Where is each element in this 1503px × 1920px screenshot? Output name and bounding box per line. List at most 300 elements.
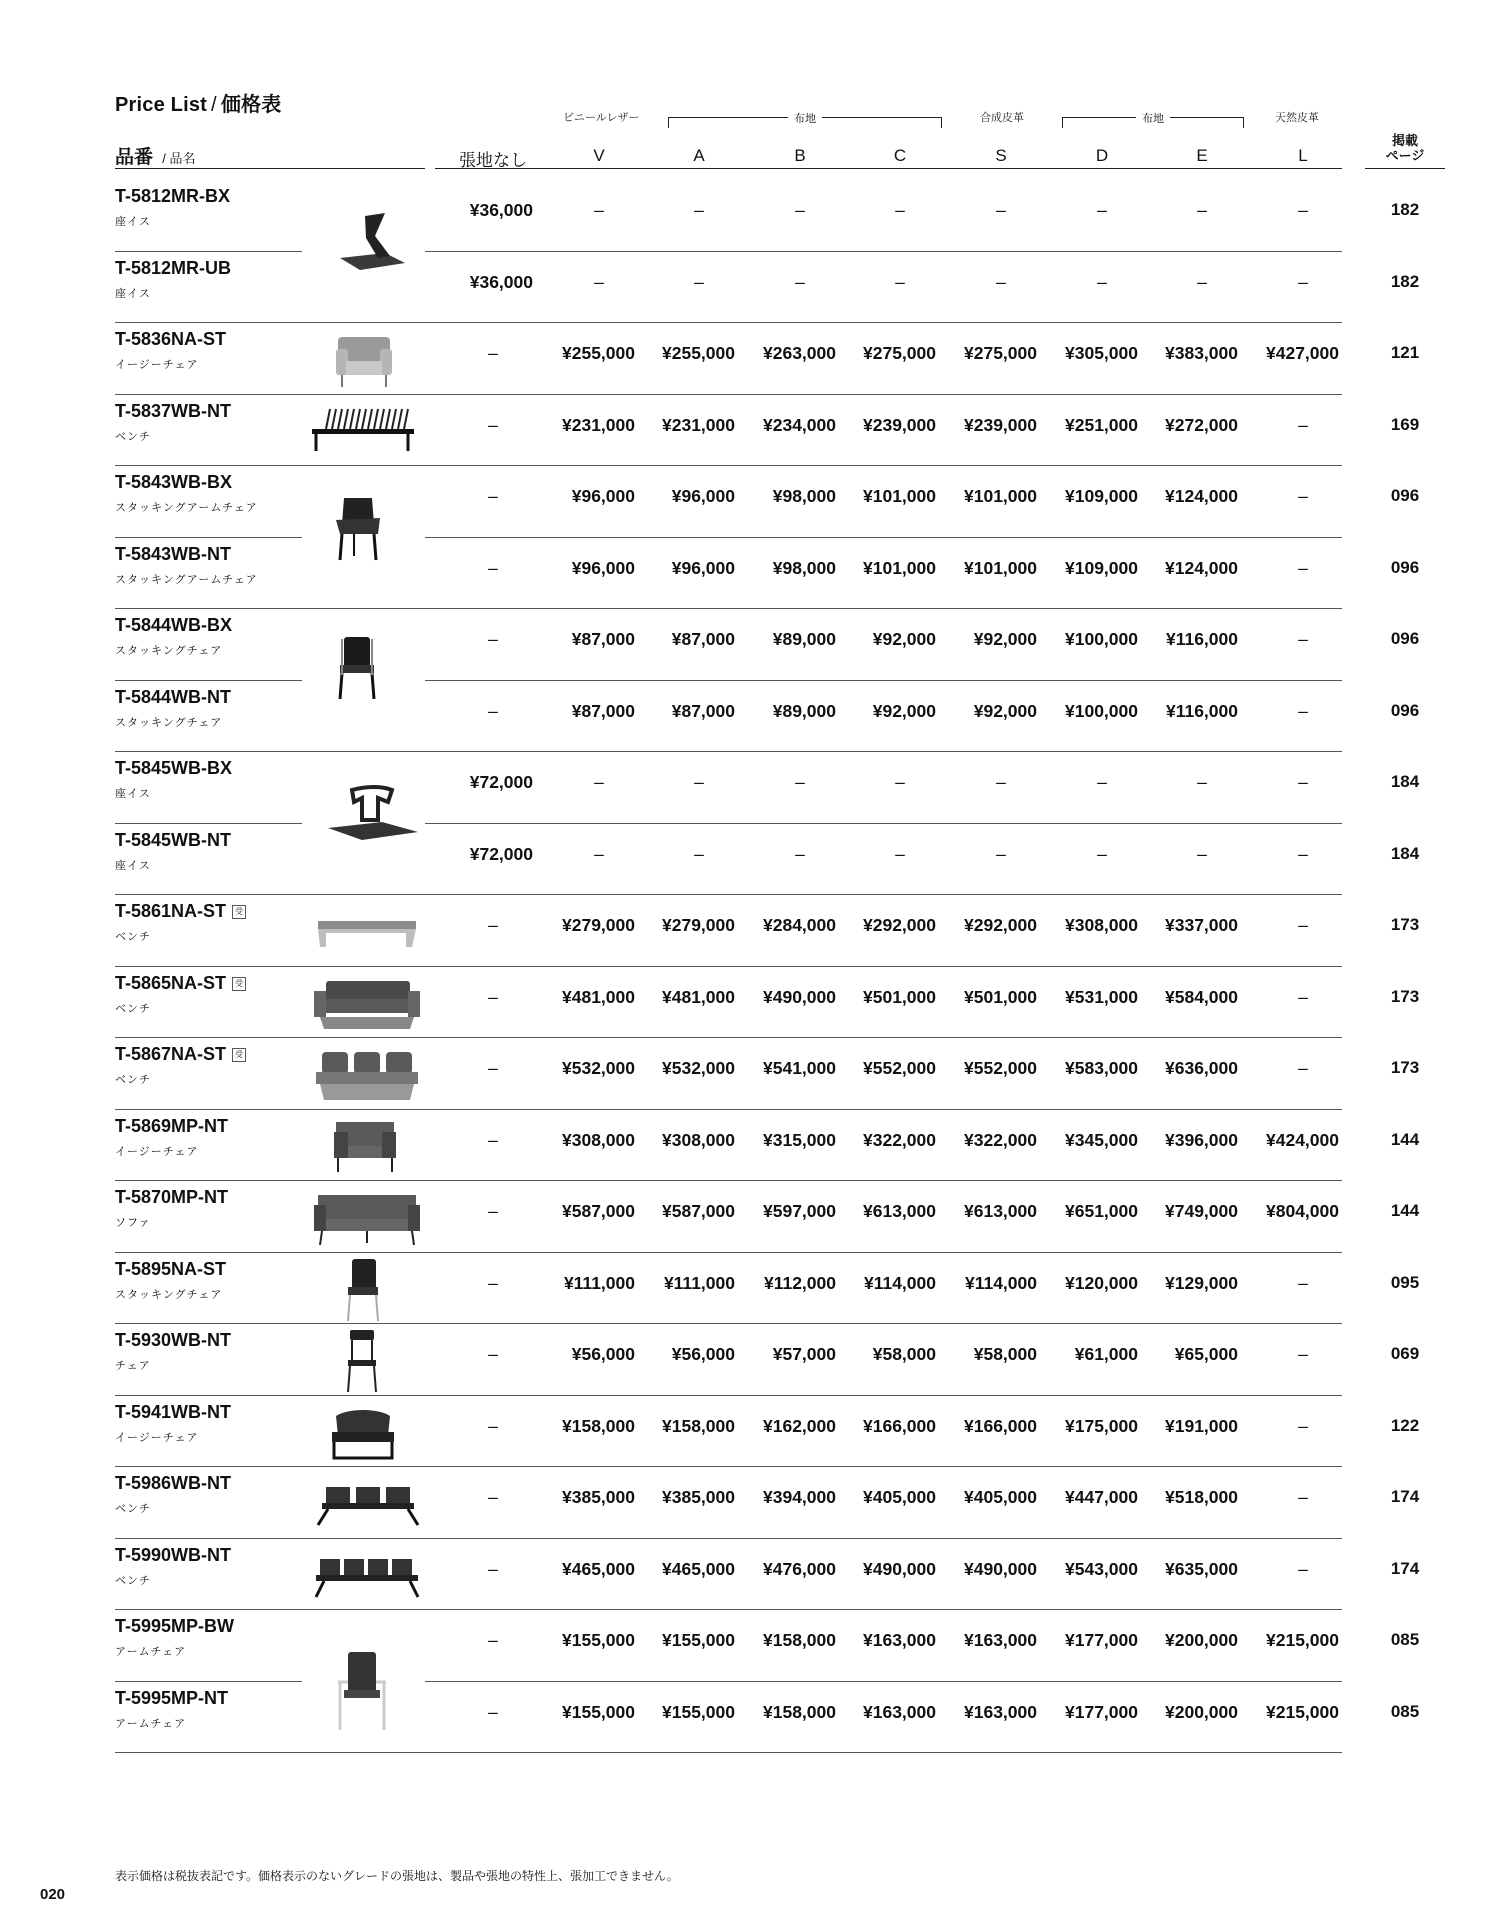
price-cell: –: [1197, 271, 1207, 292]
page-ref: 144: [1390, 1201, 1420, 1220]
price-cell: –: [488, 700, 498, 721]
made-to-order-badge: 受: [232, 905, 246, 919]
header-page: [1365, 133, 1445, 163]
price-cell: –: [1197, 200, 1207, 220]
price-cell: ¥124,000: [1165, 557, 1238, 578]
price-cell: ¥272,000: [1165, 414, 1238, 435]
price-cell: ¥239,000: [964, 414, 1037, 435]
price-cell: –: [1298, 1558, 1308, 1579]
footnote: 表示価格は税抜表記です。価格表示のないグレードの張地は、製品や張地の特性上、張加工できません。: [115, 1869, 679, 1883]
price-cell: ¥116,000: [1165, 629, 1238, 649]
model-number-text: T-5843WB-BX: [115, 472, 233, 492]
price-cell: –: [488, 1558, 498, 1579]
price-cell: ¥101,000: [964, 557, 1037, 578]
price-cell: ¥92,000: [872, 629, 936, 649]
product-name: アームチェア: [115, 1646, 187, 1658]
header-col-s: S: [995, 146, 1007, 165]
price-cell: ¥58,000: [872, 1344, 936, 1364]
row-divider: [425, 251, 1342, 252]
price-cell: ¥215,000: [1266, 1630, 1339, 1650]
price-cell: ¥163,000: [964, 1630, 1037, 1650]
model-number: [115, 973, 246, 994]
low-bench-icon: [312, 913, 422, 958]
price-cell: –: [1298, 1058, 1308, 1078]
price-cell: –: [895, 200, 905, 220]
price-cell: –: [594, 772, 604, 792]
price-cell: –: [795, 271, 805, 292]
page-ref: 182: [1390, 200, 1420, 219]
price-cell: ¥322,000: [964, 1129, 1037, 1150]
header-col-b: B: [794, 146, 806, 165]
price-cell: ¥96,000: [571, 486, 635, 506]
price-cell: ¥191,000: [1165, 1415, 1238, 1436]
price-cell: –: [694, 200, 704, 220]
easy-chair-icon: [332, 331, 396, 396]
price-cell: ¥177,000: [1065, 1701, 1138, 1722]
price-cell: ¥163,000: [863, 1701, 936, 1722]
page-ref: 121: [1390, 343, 1420, 362]
model-number: [115, 1545, 231, 1566]
price-cell: ¥651,000: [1065, 1201, 1138, 1221]
price-cell: ¥98,000: [772, 557, 836, 578]
price-cell: –: [488, 1630, 498, 1650]
price-cell: ¥481,000: [562, 986, 635, 1007]
price-cell: –: [488, 629, 498, 649]
price-cell: ¥158,000: [662, 1415, 735, 1436]
price-cell: ¥405,000: [964, 1487, 1037, 1507]
product-name: チェア: [115, 1360, 151, 1372]
row-divider: [425, 537, 1342, 538]
made-to-order-badge: 受: [232, 977, 246, 991]
price-cell: ¥531,000: [1065, 986, 1138, 1007]
price-cell: ¥305,000: [1065, 343, 1138, 363]
row-divider: [115, 1609, 1342, 1610]
price-cell: –: [488, 343, 498, 363]
row-divider: [115, 1538, 1342, 1539]
price-cell: –: [488, 915, 498, 935]
price-cell: –: [1298, 986, 1308, 1007]
page-ref: 069: [1390, 1344, 1420, 1363]
sofa-bench-icon: [312, 977, 422, 1038]
model-number: [115, 258, 231, 279]
price-cell: ¥109,000: [1065, 557, 1138, 578]
price-cell: ¥315,000: [763, 1129, 836, 1150]
row-divider: [115, 1109, 1342, 1110]
price-cell: ¥57,000: [772, 1344, 836, 1364]
page-ref: 095: [1390, 1272, 1420, 1292]
price-cell: –: [488, 1201, 498, 1221]
price-cell: ¥200,000: [1165, 1630, 1238, 1650]
model-number-text: T-5836NA-ST: [115, 329, 227, 349]
product-name: 座イス: [115, 287, 151, 300]
price-cell: ¥481,000: [662, 986, 735, 1007]
price-cell: ¥231,000: [562, 414, 635, 435]
beam-bench-4-icon: [312, 1553, 422, 1608]
price-cell: ¥36,000: [469, 271, 533, 292]
product-name: 座イス: [115, 216, 151, 228]
price-cell: ¥490,000: [964, 1558, 1037, 1579]
price-cell: –: [1298, 1344, 1308, 1364]
group-fabric1: 布地: [788, 110, 822, 126]
price-cell: –: [694, 271, 704, 292]
price-cell: –: [1298, 700, 1308, 721]
product-name: 座イス: [115, 788, 151, 800]
price-cell: –: [488, 486, 498, 506]
price-cell: ¥427,000: [1266, 343, 1339, 363]
page-ref: 096: [1390, 557, 1420, 577]
price-cell: ¥87,000: [571, 629, 635, 649]
price-cell: ¥61,000: [1074, 1344, 1138, 1364]
group-leather: 天然皮革: [1275, 112, 1319, 124]
price-cell: –: [1097, 200, 1107, 220]
price-cell: –: [488, 1129, 498, 1150]
header-model-label: 品番: [115, 147, 154, 168]
price-cell: –: [1298, 772, 1308, 792]
price-cell: ¥263,000: [763, 343, 836, 363]
row-divider: [115, 1323, 1342, 1324]
page-number: 020: [40, 1886, 66, 1903]
row-divider: [425, 680, 1342, 681]
model-number-text: T-5845WB-NT: [115, 829, 232, 850]
title-separator: /: [211, 94, 217, 116]
row-divider: [115, 537, 302, 538]
arm-bench-icon: [312, 1048, 422, 1109]
price-cell: –: [1197, 772, 1207, 792]
row-divider: [115, 465, 1342, 466]
price-cell: ¥129,000: [1165, 1272, 1238, 1293]
price-cell: –: [795, 843, 805, 864]
header-col-a: A: [693, 146, 705, 165]
price-cell: –: [1097, 843, 1107, 864]
page-ref: 096: [1390, 700, 1420, 720]
price-cell: –: [694, 772, 704, 792]
header-col-v: V: [593, 146, 605, 165]
price-cell: ¥292,000: [964, 915, 1037, 935]
price-cell: –: [488, 986, 498, 1007]
price-cell: ¥532,000: [562, 1058, 635, 1078]
slat-bench-icon: [308, 405, 418, 460]
model-number: [115, 615, 232, 636]
model-number-text: T-5845WB-BX: [115, 758, 233, 778]
price-cell: ¥65,000: [1174, 1344, 1238, 1364]
model-number-text: T-5990WB-NT: [115, 1544, 232, 1565]
row-divider: [425, 1681, 1342, 1682]
group-synthetic: 合成皮革: [980, 112, 1024, 124]
price-cell: ¥804,000: [1266, 1201, 1339, 1221]
price-cell: ¥175,000: [1065, 1415, 1138, 1436]
model-number: [115, 1116, 228, 1137]
model-number-text: T-5865NA-ST: [115, 972, 227, 993]
price-cell: ¥155,000: [662, 1630, 735, 1650]
row-divider: [115, 1395, 1342, 1396]
price-cell: –: [795, 772, 805, 792]
header-page-label-1: 掲載: [1391, 133, 1418, 148]
model-number-text: T-5844WB-BX: [115, 615, 233, 635]
model-number-text: T-5995MP-BW: [115, 1616, 235, 1636]
price-cell: –: [1298, 1415, 1308, 1436]
price-cell: –: [1197, 843, 1207, 864]
header-rule-page: [1365, 168, 1445, 169]
price-cell: –: [488, 1058, 498, 1078]
price-cell: ¥89,000: [772, 700, 836, 721]
row-divider: [425, 823, 1342, 824]
price-cell: –: [1097, 271, 1107, 292]
price-cell: ¥72,000: [469, 772, 533, 792]
price-cell: –: [895, 271, 905, 292]
price-cell: ¥587,000: [562, 1201, 635, 1221]
row-divider: [115, 1466, 1342, 1467]
header-separator: /: [162, 151, 166, 166]
price-cell: ¥490,000: [763, 986, 836, 1007]
price-cell: –: [996, 200, 1006, 220]
price-cell: ¥234,000: [763, 414, 836, 435]
group-fabric1-bracket: [668, 113, 942, 128]
stacking-armchair-icon: [330, 494, 386, 569]
row-divider: [115, 1252, 1342, 1253]
model-number: [115, 1473, 231, 1494]
price-cell: –: [1298, 557, 1308, 578]
model-number-text: T-5843WB-NT: [115, 543, 232, 564]
price-cell: ¥292,000: [863, 915, 936, 935]
model-number-text: T-5867NA-ST: [115, 1044, 227, 1064]
page-title: [115, 88, 281, 117]
price-cell: ¥72,000: [469, 843, 533, 864]
price-cell: ¥87,000: [671, 700, 735, 721]
price-cell: ¥518,000: [1165, 1487, 1238, 1507]
price-cell: –: [488, 1272, 498, 1293]
row-divider: [115, 394, 1342, 395]
price-cell: ¥96,000: [571, 557, 635, 578]
price-cell: ¥584,000: [1165, 986, 1238, 1007]
model-number-text: T-5812MR-UB: [115, 257, 232, 278]
header-rule-name: [115, 168, 425, 169]
group-fabric2: 布地: [1136, 110, 1170, 126]
price-cell: ¥96,000: [671, 557, 735, 578]
row-divider: [115, 608, 1342, 609]
beam-bench-3-icon: [312, 1481, 422, 1536]
price-cell: –: [694, 843, 704, 864]
upholstered-chair-icon: [338, 1257, 388, 1328]
price-cell: ¥114,000: [863, 1272, 936, 1293]
price-cell: ¥158,000: [562, 1415, 635, 1436]
model-number-text: T-5986WB-NT: [115, 1473, 232, 1493]
price-cell: ¥405,000: [863, 1487, 936, 1507]
price-cell: ¥215,000: [1266, 1701, 1339, 1722]
model-number: [115, 544, 231, 565]
page-ref: 174: [1390, 1487, 1420, 1506]
price-cell: ¥92,000: [973, 629, 1037, 649]
product-name: スタッキングアームチェア: [115, 502, 258, 514]
model-number-text: T-5930WB-NT: [115, 1330, 232, 1350]
row-divider: [115, 894, 1342, 895]
product-name: 座イス: [115, 859, 151, 872]
page-ref: 173: [1390, 915, 1420, 934]
price-cell: –: [895, 772, 905, 792]
price-cell: ¥255,000: [562, 343, 635, 363]
price-cell: ¥100,000: [1065, 700, 1138, 721]
price-cell: ¥98,000: [772, 486, 836, 506]
price-cell: ¥101,000: [863, 486, 936, 506]
price-cell: –: [895, 843, 905, 864]
price-cell: ¥345,000: [1065, 1129, 1138, 1150]
lounge-chair-icon: [328, 1406, 398, 1467]
price-cell: ¥109,000: [1065, 486, 1138, 506]
group-vinyl: ビニールレザー: [563, 112, 640, 124]
price-cell: –: [594, 843, 604, 864]
page-ref: 184: [1390, 772, 1420, 791]
price-cell: ¥177,000: [1065, 1630, 1138, 1650]
price-cell: ¥308,000: [662, 1129, 735, 1150]
product-name: イージーチェア: [115, 1145, 199, 1158]
price-cell: ¥162,000: [763, 1415, 836, 1436]
row-divider: [115, 251, 302, 252]
model-number: [115, 1259, 226, 1280]
header-col-l: L: [1298, 146, 1308, 165]
header-product-label: 品名: [169, 151, 196, 166]
model-number-text: T-5895NA-ST: [115, 1258, 227, 1279]
page-ref: 184: [1390, 843, 1420, 863]
price-cell: ¥124,000: [1165, 486, 1238, 506]
price-cell: ¥155,000: [562, 1701, 635, 1722]
page-ref: 085: [1390, 1630, 1420, 1649]
price-cell: ¥239,000: [863, 414, 936, 435]
row-divider: [115, 751, 1342, 752]
price-cell: ¥231,000: [662, 414, 735, 435]
price-cell: ¥58,000: [973, 1344, 1037, 1364]
price-cell: –: [488, 1344, 498, 1364]
price-cell: ¥279,000: [562, 915, 635, 935]
price-cell: ¥111,000: [563, 1272, 635, 1293]
price-cell: ¥56,000: [571, 1344, 635, 1364]
price-cell: ¥587,000: [662, 1201, 735, 1221]
chair-icon: [340, 1328, 384, 1399]
model-number-text: T-5941WB-NT: [115, 1401, 232, 1422]
price-cell: ¥120,000: [1065, 1272, 1138, 1293]
price-cell: ¥394,000: [763, 1487, 836, 1507]
price-cell: ¥424,000: [1266, 1129, 1339, 1150]
price-cell: ¥490,000: [863, 1558, 936, 1579]
product-name: ソファ: [115, 1217, 151, 1229]
price-cell: ¥501,000: [964, 986, 1037, 1007]
price-cell: ¥275,000: [863, 343, 936, 363]
model-number-text: T-5995MP-NT: [115, 1687, 229, 1708]
product-name: ベンチ: [115, 931, 151, 943]
price-cell: ¥284,000: [763, 915, 836, 935]
price-cell: ¥158,000: [763, 1701, 836, 1722]
page-ref: 182: [1390, 271, 1420, 291]
model-number-text: T-5812MR-BX: [115, 186, 231, 206]
row-divider: [115, 1037, 1342, 1038]
price-cell: ¥636,000: [1165, 1058, 1238, 1078]
price-cell: –: [1298, 414, 1308, 435]
page-ref: 096: [1390, 629, 1420, 648]
model-number: [115, 1402, 231, 1423]
model-number: [115, 329, 226, 350]
price-cell: –: [594, 271, 604, 292]
price-cell: ¥532,000: [662, 1058, 735, 1078]
model-number: [115, 401, 231, 422]
price-cell: ¥385,000: [562, 1487, 635, 1507]
price-cell: ¥87,000: [671, 629, 735, 649]
price-cell: ¥613,000: [863, 1201, 936, 1221]
price-cell: ¥308,000: [562, 1129, 635, 1150]
price-cell: ¥163,000: [863, 1630, 936, 1650]
product-name: ベンチ: [115, 1574, 151, 1587]
price-cell: ¥89,000: [772, 629, 836, 649]
price-cell: ¥541,000: [763, 1058, 836, 1078]
price-cell: –: [488, 1415, 498, 1436]
price-cell: –: [1298, 843, 1308, 864]
price-cell: ¥543,000: [1065, 1558, 1138, 1579]
price-cell: ¥155,000: [562, 1630, 635, 1650]
price-cell: ¥308,000: [1065, 915, 1138, 935]
price-cell: –: [1298, 1487, 1308, 1507]
floor-armchair-icon: [322, 784, 422, 849]
price-cell: ¥613,000: [964, 1201, 1037, 1221]
price-cell: –: [594, 200, 604, 220]
product-name: イージーチェア: [115, 359, 199, 371]
product-name: スタッキングチェア: [115, 645, 223, 657]
sofa-icon: [312, 1191, 422, 1252]
product-name: スタッキングチェア: [115, 716, 223, 729]
product-name: スタッキングチェア: [115, 1288, 223, 1301]
page-ref: 173: [1390, 1058, 1420, 1077]
price-cell: –: [795, 200, 805, 220]
price-cell: ¥337,000: [1165, 915, 1238, 935]
price-cell: –: [1298, 486, 1308, 506]
price-cell: ¥597,000: [763, 1201, 836, 1221]
price-cell: ¥36,000: [469, 200, 533, 220]
model-number: [115, 186, 230, 207]
price-cell: –: [1298, 200, 1308, 220]
page-ref: 144: [1390, 1129, 1420, 1149]
product-name: アームチェア: [115, 1717, 187, 1730]
product-name: スタッキングアームチェア: [115, 573, 258, 586]
row-divider: [115, 1180, 1342, 1181]
stacking-chair-icon: [332, 635, 382, 706]
page-ref: 096: [1390, 486, 1420, 505]
price-cell: ¥279,000: [662, 915, 735, 935]
row-divider: [115, 322, 1342, 323]
price-cell: ¥501,000: [863, 986, 936, 1007]
product-name: ベンチ: [115, 1503, 151, 1515]
price-cell: ¥635,000: [1165, 1558, 1238, 1579]
model-number: [115, 1044, 246, 1065]
model-number: [115, 1187, 228, 1208]
price-cell: –: [996, 271, 1006, 292]
title-en: Price List: [115, 94, 208, 116]
row-divider: [115, 1752, 1342, 1753]
product-name: ベンチ: [115, 430, 151, 443]
page-ref: 173: [1390, 986, 1420, 1006]
armchair-icon: [332, 1648, 392, 1739]
price-cell: ¥155,000: [662, 1701, 735, 1722]
price-cell: ¥200,000: [1165, 1701, 1238, 1722]
model-number: [115, 830, 231, 851]
price-cell: ¥100,000: [1065, 629, 1138, 649]
row-divider: [115, 1681, 302, 1682]
price-cell: ¥87,000: [571, 700, 635, 721]
model-number: [115, 472, 232, 493]
model-number-text: T-5844WB-NT: [115, 686, 232, 707]
price-cell: –: [488, 414, 498, 435]
model-number-text: T-5837WB-NT: [115, 400, 232, 421]
product-name: ベンチ: [115, 1002, 151, 1015]
price-cell: ¥275,000: [964, 343, 1037, 363]
header-rule-prices: [435, 168, 1342, 169]
price-cell: –: [996, 843, 1006, 864]
price-cell: –: [1097, 772, 1107, 792]
